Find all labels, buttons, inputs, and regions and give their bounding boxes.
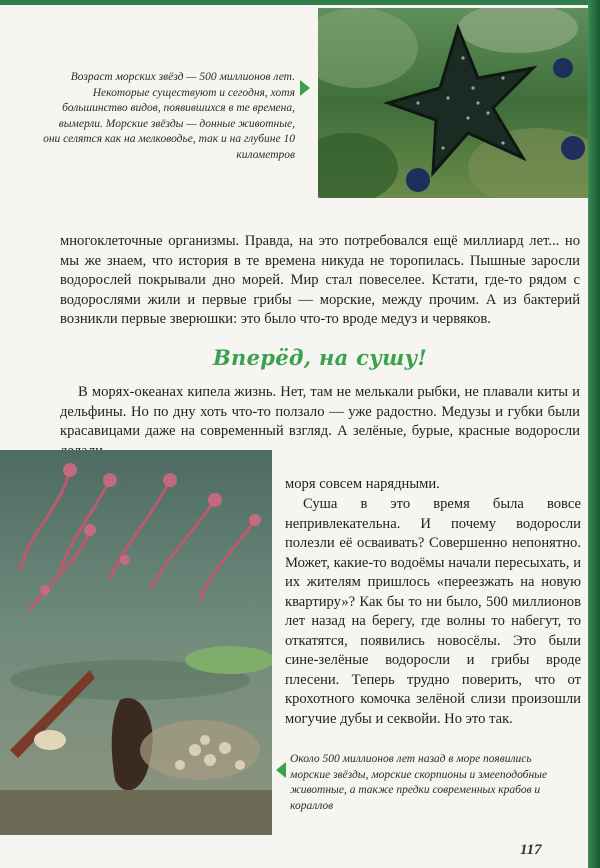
seabed-caption: Около 500 миллионов лет назад в море появились морские звёзды, морские скорпионы и змееподобные животные, а также предки современных крабов и кораллов bbox=[290, 753, 548, 812]
caption-arrow-right-icon bbox=[300, 80, 310, 96]
section-heading: Вперёд, на сушу! bbox=[212, 345, 428, 370]
page-right-border bbox=[588, 0, 600, 868]
page-number: 117 bbox=[520, 842, 542, 858]
seabed-illustration bbox=[0, 450, 272, 835]
paragraph-sea-life: В морях-океанах кипела жизнь. Нет, там не мелькали рыбки, не плавали киты и дельфины. Но по дну хоть что-то ползало — уже радостно. Медузы и губки были красавицами даже на современный взгляд. А зелёные, бурые, красные водоросли bbox=[60, 384, 580, 439]
caption-arrow-left-icon bbox=[276, 762, 286, 778]
starfish-photo bbox=[318, 8, 588, 198]
paragraph-land: Суша в это время была вовсе непривлекательна. И почему водоросли полезли её осваивать? Совершенно непонятно. Может, какие-то водоёмы начали пересыхать, и их жителям пришлось «переезжать на новую квартиру»? Как бы то ни было, 500 миллионов лет назад на берегу, где волны то набегут, то откатятся, появились новосёлы. Это были сине-зелёные водоросли и грибы вроде плесени. Теперь трудно поверить, что от крохотного комочка зелёной слизи произошли могучие дубы и секвойи. Но это так. bbox=[285, 496, 581, 727]
page-top-border bbox=[0, 0, 600, 5]
paragraph-intro: многоклеточные организмы. Правда, на это потребовался ещё миллиард лет... но мы же знаем, что история в те времена никуда не торопилась. Пышные заросли водорослей покрывали дно морей. Мир стал повеселее. Кстати, где-то рядом с водорослями жили и первые грибы — морские, между прочим. А из бактерий возникли первые зверюшки: это было что-то вроде медуз и червяков. bbox=[60, 233, 580, 327]
starfish-caption: Возраст морских звёзд — 500 миллионов лет. Некоторые существуют и сегодня, хотя большинство видов, появившихся в те времена, вымерли. Морские звёзды — донные животные, они селятся как на мелководье, так и на глубине 10 километров bbox=[43, 71, 295, 161]
paragraph-sea-life-end: моря совсем нарядными. bbox=[285, 476, 440, 492]
